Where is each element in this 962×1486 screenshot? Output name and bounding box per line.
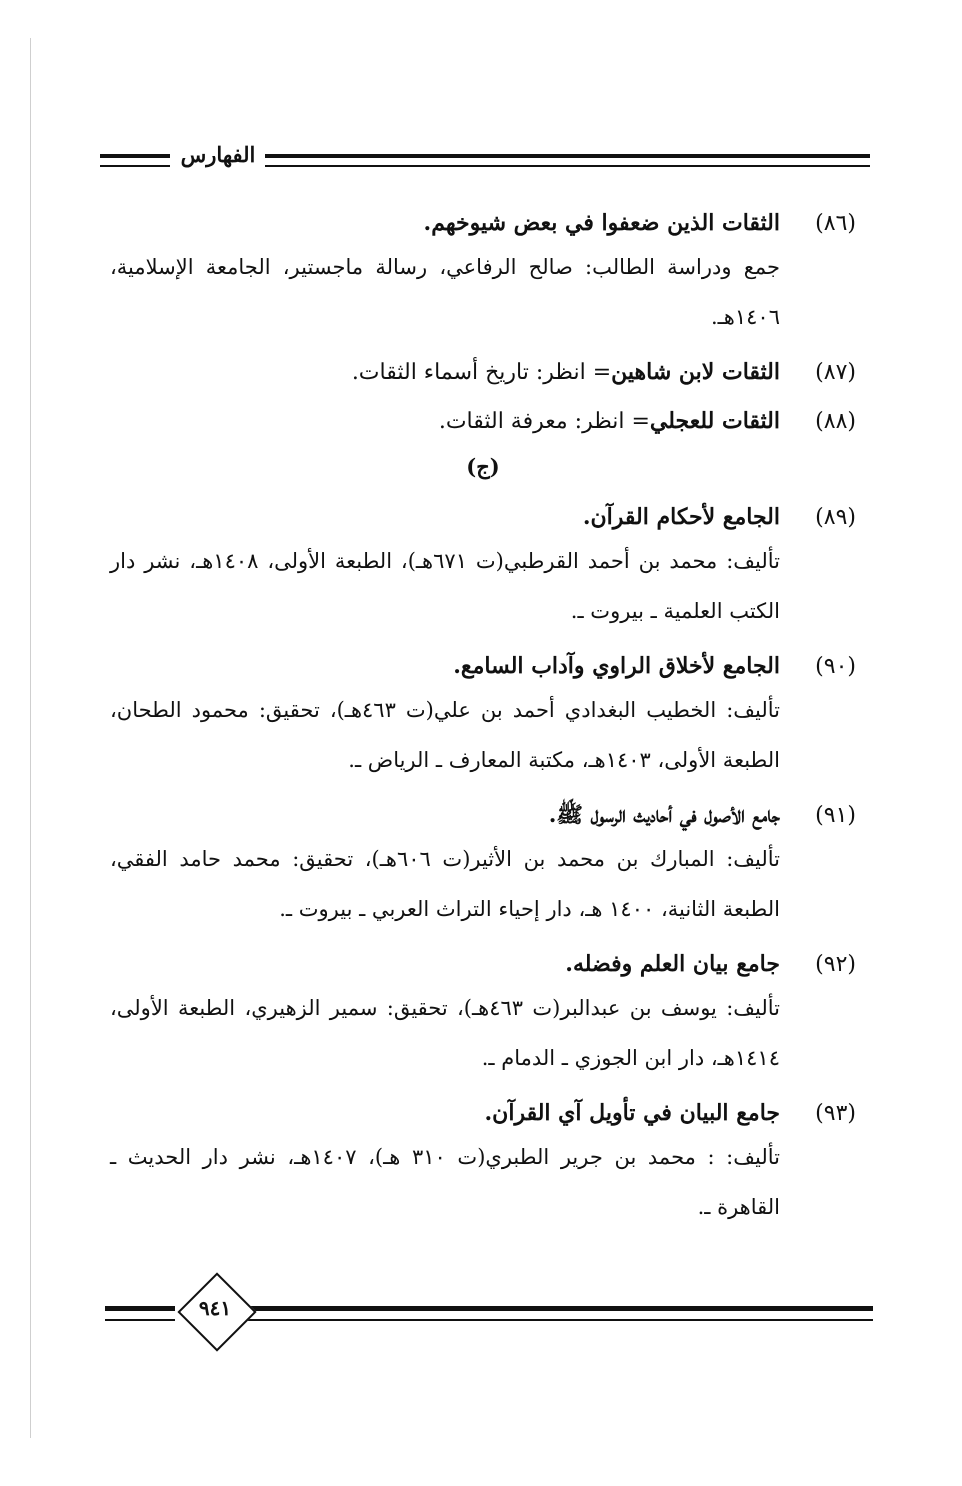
entry-body: تأليف: يوسف بن عبدالبر(ت ٤٦٣هـ)، تحقيق: سمير الزهيري، الطبعة الأولى، ١٤١٤هـ، دار ابن الجوزي ـ الدمام ـ. [110, 996, 780, 1070]
page-footer [105, 1280, 873, 1360]
entry-body: جمع ودراسة الطالب: صالح الرفاعي، رسالة ماجستير، الجامعة الإسلامية، ١٤٠٦هـ. [110, 255, 780, 329]
index-entry [110, 1095, 856, 1232]
entry-body: تأليف: الخطيب البغدادي أحمد بن علي(ت ٤٦٣هـ)، تحقيق: محمود الطحان، الطبعة الأولى، ١٤٠٣هـ، مكتبة المعارف ـ الرياض ـ. [110, 698, 780, 772]
entry-body: تأليف: محمد بن أحمد القرطبي(ت ٦٧١هـ)، الطبعة الأولى، ١٤٠٨هـ، نشر دار الكتب العلمية ـ بيروت ـ. [110, 549, 780, 623]
index-entry [110, 648, 856, 785]
header-rule-right [265, 154, 870, 167]
page-margin-line [30, 38, 31, 1438]
entry-number: (٩٠) [815, 654, 856, 679]
entry-number: (٨٨) [815, 409, 856, 434]
entry-title: الجامع لأخلاق الراوي وآداب السامع. [453, 653, 780, 679]
entry-number: (٩١) [815, 803, 856, 828]
index-entry [110, 946, 856, 1083]
header-title: الفهارس [180, 142, 256, 167]
entry-title: الثقات للعجلي [649, 408, 780, 434]
entry-body: تأليف: المبارك بن محمد بن الأثير(ت ٦٠٦هـ)، تحقيق: محمد حامد الفقي، الطبعة الثانية، ١٤٠٠ هـ، دار إحياء التراث العربي ـ بيروت ـ. [110, 847, 780, 921]
entry-number: (٨٩) [815, 505, 856, 530]
running-header [100, 140, 870, 180]
entry-number: (٩٢) [815, 952, 856, 977]
index-entries [110, 205, 856, 1244]
footer-rule-right [245, 1306, 873, 1321]
entry-body: تأليف: : محمد بن جرير الطبري(ت ٣١٠ هـ)، ١٤٠٧هـ، نشر دار الحديث ـ القاهرة ـ. [110, 1145, 780, 1219]
index-entry [110, 205, 856, 342]
entry-title: جامع البيان في تأويل آي القرآن. [484, 1100, 780, 1126]
entry-number: (٨٦) [815, 211, 856, 236]
entry-title: جامع الأصول في أحاديث الرسول ﷺ. [548, 802, 780, 828]
index-entry [110, 403, 856, 440]
header-rule-left [100, 154, 170, 167]
entry-title: الثقات الذين ضعفوا في بعض شيوخهم. [423, 210, 780, 236]
footer-rule-left [105, 1306, 175, 1321]
section-letter-heading: (ج) [466, 454, 500, 479]
entry-title: جامع بيان العلم وفضله. [565, 951, 780, 977]
index-entry [110, 499, 856, 636]
entry-title-rest: = انظر: تاريخ أسماء الثقات. [351, 360, 612, 385]
page-number: ٩٤١ [198, 1296, 232, 1320]
entry-title: الجامع لأحكام القرآن. [582, 504, 780, 530]
entry-number: (٩٣) [815, 1101, 856, 1126]
entry-title: الثقات لابن شاهين [611, 359, 780, 385]
index-entry [110, 797, 856, 934]
entry-number: (٨٧) [815, 360, 856, 385]
entry-title-rest: = انظر: معرفة الثقات. [438, 409, 650, 434]
index-entry [110, 354, 856, 391]
